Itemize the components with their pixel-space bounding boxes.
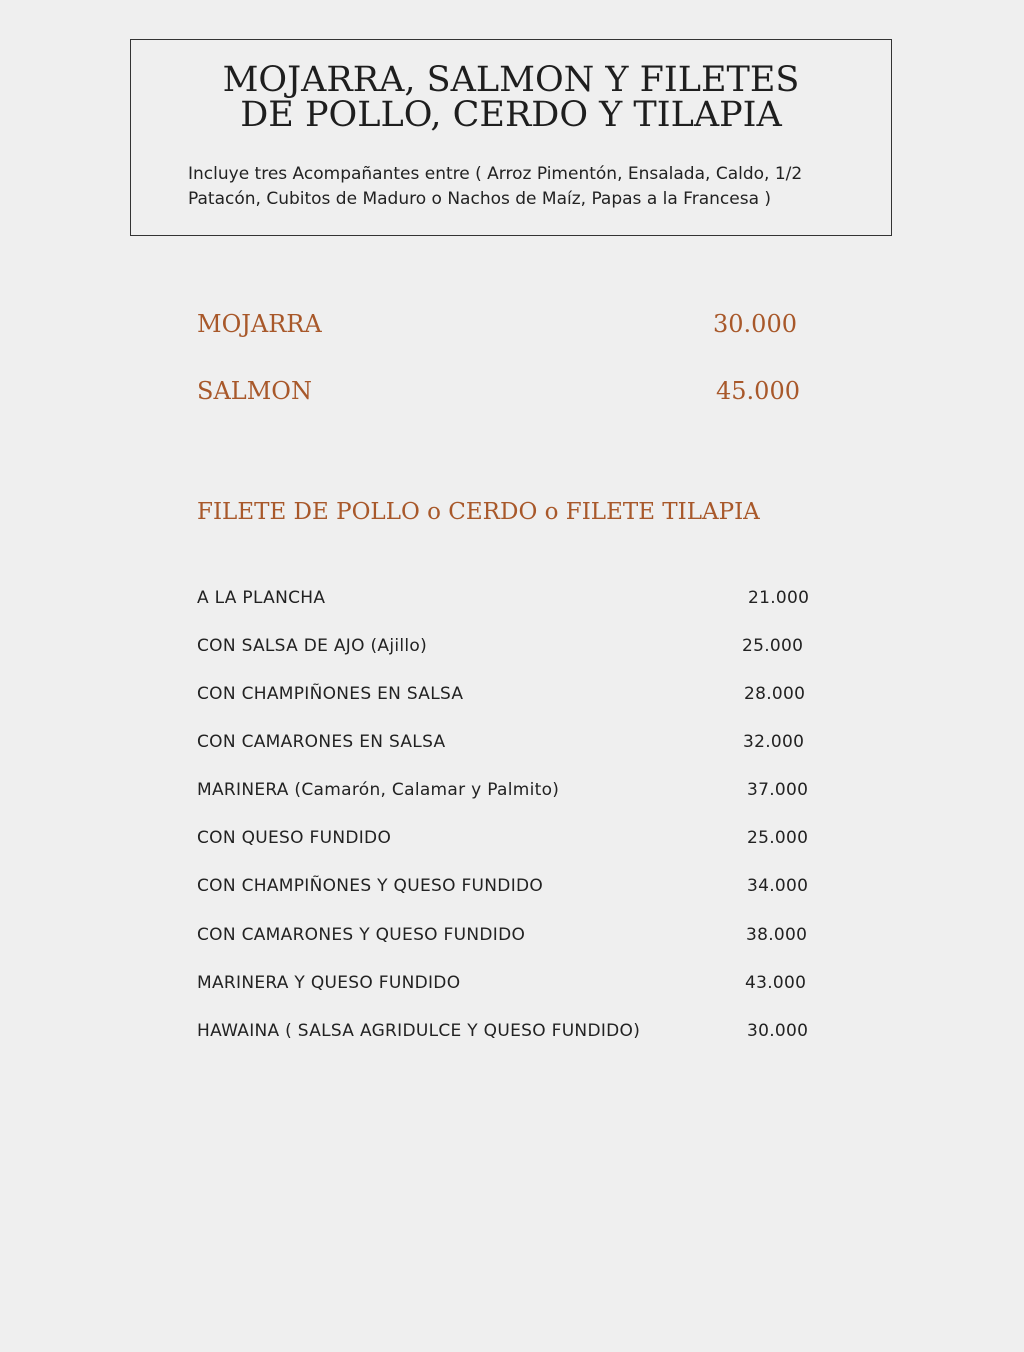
page-title-line-1: MOJARRA, SALMON Y FILETES (222, 60, 800, 100)
menu-item-price: 37.000 (747, 780, 809, 800)
menu-item-price: 32.000 (743, 732, 805, 752)
featured-item-salmon-price: 45.000 (716, 377, 800, 405)
menu-item-price: 38.000 (746, 925, 808, 945)
featured-item-salmon-name: SALMON (197, 377, 312, 405)
menu-item-name: CON CAMARONES EN SALSA (197, 732, 446, 752)
menu-item-name: MARINERA (Camarón, Calamar y Palmito) (197, 780, 560, 800)
menu-item-name: CON CHAMPIÑONES EN SALSA (197, 684, 464, 704)
menu-item-price: 21.000 (748, 588, 810, 608)
featured-item-mojarra-name: MOJARRA (197, 310, 322, 338)
menu-item-name: CON SALSA DE AJO (Ajillo) (197, 636, 428, 656)
menu-item-price: 34.000 (747, 876, 809, 896)
menu-item-name: HAWAINA ( SALSA AGRIDULCE Y QUESO FUNDIDO) (197, 1021, 641, 1041)
menu-item-name: CON CAMARONES Y QUESO FUNDIDO (197, 925, 526, 945)
section-title: FILETE DE POLLO o CERDO o FILETE TILAPIA (197, 499, 760, 525)
header-box (130, 39, 892, 236)
menu-item-price: 43.000 (745, 973, 807, 993)
menu-item-price: 30.000 (747, 1021, 809, 1041)
includes-description: Incluye tres Acompañantes entre ( Arroz Pimentón, Ensalada, Caldo, 1/2 Patacón, Cubitos de Maduro o Nachos de Maíz, Papas a la Francesa ) (188, 164, 803, 209)
menu-item-name: CON CHAMPIÑONES Y QUESO FUNDIDO (197, 876, 544, 896)
menu-item-name: CON QUESO FUNDIDO (197, 828, 392, 848)
featured-item-mojarra-price: 30.000 (713, 310, 797, 338)
menu-item-name: MARINERA Y QUESO FUNDIDO (197, 973, 461, 993)
menu-item-price: 25.000 (742, 636, 804, 656)
menu-item-price: 25.000 (747, 828, 809, 848)
menu-item-price: 28.000 (744, 684, 806, 704)
menu-item-name: A LA PLANCHA (197, 588, 326, 608)
page-title-line-2: DE POLLO, CERDO Y TILAPIA (240, 95, 782, 135)
